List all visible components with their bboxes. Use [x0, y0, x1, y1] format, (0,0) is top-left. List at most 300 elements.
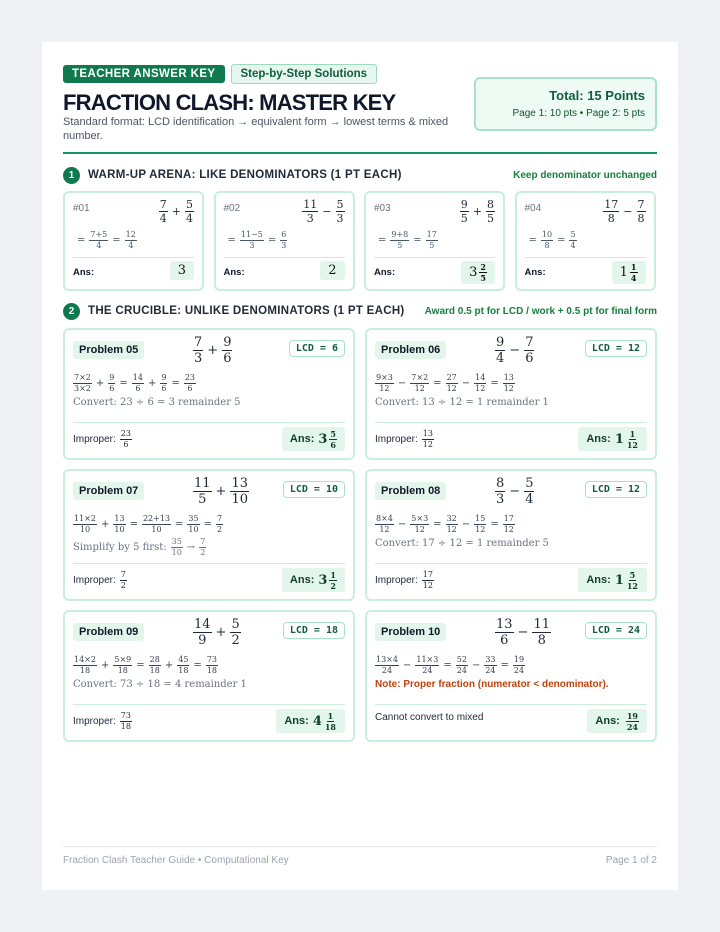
fraction	[240, 231, 264, 250]
fraction	[410, 515, 429, 534]
fraction	[486, 199, 495, 224]
numerator: 14	[475, 373, 486, 382]
denominator: 18	[178, 666, 189, 675]
operator: =	[203, 519, 212, 530]
improper-fraction	[375, 430, 434, 449]
denominator: 9	[198, 633, 207, 648]
fraction	[159, 199, 168, 224]
improper-label: Improper:	[73, 434, 116, 445]
fraction	[626, 712, 639, 731]
fraction	[230, 618, 240, 647]
lcd-badge: LCD = 6	[289, 340, 345, 357]
fraction	[637, 199, 646, 224]
numerator: 7×2	[411, 373, 429, 382]
section-1-header	[63, 167, 657, 185]
operator: +	[100, 519, 110, 530]
section-number: 2	[63, 303, 80, 320]
numerator: 35	[171, 537, 182, 546]
conversion-step	[73, 679, 247, 690]
denominator: 10	[151, 525, 162, 534]
numerator: 11	[194, 476, 211, 491]
denominator: 12	[379, 525, 390, 534]
denominator: 5	[397, 241, 403, 250]
section-note: Award 0.5 pt for LCD / work + 0.5 pt for final form	[424, 306, 657, 317]
operator: +	[215, 625, 227, 640]
operator: =	[119, 378, 128, 389]
denominator: 6	[187, 384, 193, 393]
numerator: 14	[194, 617, 211, 632]
lcd-badge: LCD = 12	[585, 481, 647, 498]
numerator: 23	[184, 373, 196, 382]
fraction	[329, 430, 337, 449]
operator: =	[500, 660, 509, 671]
numerator: 9	[496, 335, 505, 350]
fraction	[132, 374, 144, 393]
numerator: 9+8	[391, 230, 409, 239]
fraction	[230, 477, 249, 506]
operator: −	[397, 519, 407, 530]
numerator: 8	[487, 198, 494, 211]
fraction	[324, 712, 337, 731]
fraction	[89, 231, 108, 250]
improper-fraction	[73, 571, 127, 590]
divider	[374, 257, 495, 258]
lcd-badge: LCD = 24	[585, 622, 647, 639]
operator: −	[461, 519, 471, 530]
answer-label: Ans:	[586, 574, 611, 586]
denominator: 8	[637, 212, 645, 225]
numerator: 22+13	[142, 514, 171, 523]
operator: =	[136, 660, 145, 671]
footer	[63, 855, 657, 866]
fraction	[524, 477, 534, 506]
numerator: 10	[541, 230, 553, 239]
problem-expression	[193, 336, 232, 365]
crucible-card	[63, 610, 355, 742]
problem-label: Problem 05	[73, 341, 144, 359]
denominator: 12	[626, 580, 638, 591]
equals-sign: =	[112, 235, 121, 246]
fraction	[113, 656, 132, 675]
total-points: Total: 15 Points	[549, 88, 645, 103]
problem-id: #04	[524, 203, 542, 214]
divider	[73, 704, 345, 705]
denominator: 4	[128, 241, 134, 250]
divider	[73, 257, 194, 258]
numerator: 11	[303, 198, 318, 211]
numerator: 13	[496, 617, 513, 632]
denominator: 12	[475, 384, 486, 393]
warm-up-card	[63, 191, 204, 291]
teacher-answer-key-badge: TEACHER ANSWER KEY	[63, 65, 225, 83]
numerator: 5×3	[411, 514, 429, 523]
conversion-step	[73, 397, 241, 408]
problem-expression	[159, 199, 194, 224]
numerator: 33	[485, 655, 496, 664]
denominator: 3	[281, 241, 287, 250]
denominator: 3	[249, 241, 255, 250]
fraction	[422, 430, 434, 449]
numerator: 17	[604, 198, 619, 211]
warm-up-card	[214, 191, 355, 291]
answer-whole: 3	[177, 263, 186, 278]
answer-label: Ans:	[73, 267, 95, 278]
numerator: 19	[513, 655, 525, 664]
denominator: 6	[525, 351, 534, 366]
fraction	[524, 336, 534, 365]
operator: −	[397, 378, 407, 389]
fraction	[120, 430, 132, 449]
footer-divider	[63, 846, 657, 847]
section-title: WARM-UP ARENA: LIKE DENOMINATORS (1 PT EACH)	[88, 169, 402, 181]
numerator: 17	[503, 514, 514, 523]
denominator: 6	[223, 351, 232, 366]
work-steps	[525, 231, 577, 250]
denominator: 12	[446, 525, 457, 534]
numerator: 14	[132, 373, 143, 382]
work-steps	[375, 515, 515, 534]
problem-label: Problem 08	[375, 482, 446, 500]
denominator: 24	[513, 666, 525, 675]
operator: +	[472, 205, 482, 218]
numerator: 45	[178, 655, 189, 664]
fraction	[626, 571, 639, 590]
section-note: Keep denominator unchanged	[513, 170, 657, 181]
denominator: 12	[422, 440, 433, 449]
denominator: 18	[324, 721, 336, 732]
answer-label: Ans:	[289, 433, 315, 445]
header-divider	[63, 152, 657, 154]
fraction	[125, 231, 137, 250]
denominator: 10	[79, 525, 91, 534]
numerator: 13	[422, 429, 433, 438]
operator: =	[433, 519, 442, 530]
operator: −	[623, 205, 633, 218]
numerator: 9	[460, 198, 468, 211]
fraction	[541, 231, 553, 250]
denominator: 3×2	[74, 384, 91, 393]
operator: =	[175, 519, 184, 530]
fraction	[503, 515, 515, 534]
numerator: 7×2	[74, 373, 91, 382]
denominator: 12	[503, 384, 514, 393]
divider	[73, 563, 345, 564]
fraction	[569, 231, 576, 250]
improper-fraction	[73, 712, 132, 731]
numerator: 11×3	[416, 655, 439, 664]
fraction	[422, 571, 434, 590]
operator: +	[95, 378, 105, 389]
fraction	[456, 656, 468, 675]
operator: −	[509, 484, 521, 499]
fraction	[108, 374, 115, 393]
denominator: 4	[96, 241, 102, 250]
denominator: 10	[171, 548, 182, 557]
fraction	[479, 263, 487, 282]
problem-expression	[460, 199, 495, 224]
denominator: 10	[114, 525, 125, 534]
badge-row	[63, 64, 377, 84]
answer-box	[578, 427, 647, 451]
work-steps	[224, 231, 288, 250]
numerator: 7	[159, 198, 167, 211]
denominator: 12	[626, 439, 638, 450]
operator: +	[171, 205, 181, 218]
numerator: 5	[186, 198, 193, 211]
improper-fraction	[73, 430, 132, 449]
warm-up-card	[364, 191, 505, 291]
footer-guide-title: Fraction Clash Teacher Guide • Computational Key	[63, 855, 289, 866]
numerator: 1	[330, 569, 336, 580]
numerator: 28	[149, 655, 160, 664]
work-steps	[73, 515, 223, 534]
lcd-badge: LCD = 18	[283, 622, 345, 639]
denominator: 5	[198, 492, 207, 507]
answer-whole: 1	[619, 265, 628, 280]
fraction	[171, 538, 183, 557]
divider	[224, 257, 345, 258]
answer-key-page	[42, 42, 678, 890]
answer-box	[282, 568, 345, 592]
fraction	[474, 515, 486, 534]
fraction	[495, 336, 505, 365]
denominator: 2	[120, 581, 126, 590]
fraction	[222, 336, 232, 365]
page-title: FRACTION CLASH: MASTER KEY	[63, 90, 396, 115]
denominator: 12	[503, 525, 514, 534]
numerator: 13	[503, 373, 514, 382]
divider	[525, 257, 646, 258]
operator: =	[443, 660, 452, 671]
work-steps	[73, 231, 137, 250]
numerator: 7	[216, 514, 223, 523]
numerator: 9×3	[376, 373, 393, 382]
fraction	[73, 515, 97, 534]
improper-label: Improper:	[375, 434, 418, 445]
denominator: 24	[485, 666, 496, 675]
denominator: 6	[161, 384, 167, 393]
denominator: 4	[496, 351, 505, 366]
problem-label: Problem 06	[375, 341, 446, 359]
denominator: 3	[194, 351, 203, 366]
fraction	[199, 538, 206, 557]
fraction	[446, 374, 458, 393]
divider	[375, 704, 647, 705]
crucible-card	[365, 610, 657, 742]
operator: +	[100, 660, 110, 671]
denominator: 6	[123, 440, 129, 449]
denominator: 4	[186, 212, 193, 225]
operator: +	[215, 484, 227, 499]
crucible-card	[63, 469, 355, 601]
footer-page-number: Page 1 of 2	[605, 855, 657, 866]
fraction	[184, 374, 196, 393]
numerator: 9	[161, 373, 167, 382]
fraction	[410, 374, 429, 393]
improper-label: Improper:	[73, 716, 116, 727]
conversion-text: Convert: 23 ÷ 6 = 3 remainder 5	[73, 397, 241, 408]
fraction	[375, 656, 399, 675]
numerator: 13×4	[376, 655, 398, 664]
fraction	[375, 515, 394, 534]
page-subtitle: Standard format: LCD identification → equivalent form → lowest terms & mixed number.	[63, 116, 449, 142]
numerator: 19	[626, 710, 638, 721]
denominator: 18	[79, 666, 91, 675]
problem-expression	[495, 618, 551, 647]
equals-sign: =	[77, 235, 86, 246]
conversion-text: Convert: 73 ÷ 18 = 4 remainder 1	[73, 679, 247, 690]
denominator: 12	[475, 525, 486, 534]
conversion-text: Convert: 13 ÷ 12 = 1 remainder 1	[375, 397, 549, 408]
denominator: 5	[429, 241, 435, 250]
numerator: 17	[422, 570, 433, 579]
answer-label: Ans:	[524, 267, 546, 278]
section-title: THE CRUCIBLE: UNLIKE DENOMINATORS (1 PT EACH)	[88, 305, 405, 317]
improper-note: Cannot convert to mixed	[375, 712, 484, 723]
numerator: 5	[570, 230, 576, 239]
divider	[375, 563, 647, 564]
answer-whole: 1	[614, 431, 624, 447]
answer-whole: 3	[469, 265, 478, 280]
denominator: 12	[422, 581, 433, 590]
numerator: 14×2	[74, 655, 96, 664]
denominator: 8	[544, 241, 550, 250]
operator: +	[164, 660, 174, 671]
operator: −	[461, 378, 471, 389]
operator: +	[207, 343, 219, 358]
problem-expression	[193, 618, 241, 647]
fraction	[160, 374, 167, 393]
answer-whole: 3	[318, 431, 328, 447]
denominator: 2	[231, 633, 240, 648]
numerator: 5	[629, 569, 636, 580]
numerator: 11	[533, 617, 550, 632]
improper-fraction	[375, 712, 483, 723]
operator: =	[490, 378, 499, 389]
denominator: 8	[537, 633, 546, 648]
problem-expression	[603, 199, 645, 224]
problem-id: #02	[223, 203, 241, 214]
answer-box	[282, 427, 345, 451]
operator: =	[193, 660, 202, 671]
answer-label: Ans:	[284, 715, 309, 727]
fraction	[484, 656, 496, 675]
denominator: 6	[500, 633, 509, 648]
answer-whole: 3	[318, 572, 328, 588]
numerator: 1	[630, 262, 637, 272]
crucible-card	[365, 469, 657, 601]
denominator: 18	[206, 666, 217, 675]
denominator: 6	[109, 384, 115, 393]
denominator: 24	[381, 666, 393, 675]
answer-box	[320, 261, 344, 280]
equals-sign: =	[413, 235, 422, 246]
fraction	[495, 618, 514, 647]
warm-up-card	[515, 191, 656, 291]
equals-sign: =	[378, 235, 387, 246]
equals-sign: =	[528, 235, 537, 246]
numerator: 73	[206, 655, 217, 664]
work-steps	[375, 656, 525, 675]
operator: =	[490, 519, 499, 530]
operator: −	[517, 625, 529, 640]
fraction	[280, 231, 287, 250]
fraction	[329, 571, 337, 590]
numerator: 6	[281, 230, 287, 239]
problem-expression	[193, 477, 249, 506]
improper-label: Improper:	[73, 575, 116, 586]
operator: −	[471, 660, 481, 671]
denominator: 12	[446, 384, 457, 393]
equals-sign: =	[227, 235, 236, 246]
denominator: 3	[496, 492, 505, 507]
denominator: 3	[336, 212, 344, 225]
denominator: 3	[306, 212, 314, 225]
operator: −	[402, 660, 412, 671]
denominator: 18	[149, 666, 160, 675]
numerator: 15	[475, 514, 486, 523]
denominator: 4	[525, 492, 534, 507]
lcd-badge: LCD = 10	[283, 481, 345, 498]
fraction	[73, 374, 92, 393]
fraction	[446, 515, 458, 534]
fraction	[149, 656, 161, 675]
answer-whole: 4	[312, 713, 322, 729]
fraction	[532, 618, 551, 647]
numerator: 7+5	[90, 230, 108, 239]
numerator: 12	[125, 230, 136, 239]
page-points-breakdown: Page 1: 10 pts • Page 2: 5 pts	[512, 108, 645, 119]
numerator: 23	[120, 429, 131, 438]
numerator: 7	[525, 335, 534, 350]
problem-id: #01	[73, 203, 90, 214]
conversion-step	[73, 538, 206, 557]
answer-box	[587, 709, 647, 733]
fraction	[375, 374, 394, 393]
numerator: 5	[525, 476, 534, 491]
improper-fraction	[375, 571, 434, 590]
fraction	[513, 656, 525, 675]
numerator: 11×2	[74, 514, 96, 523]
operator: −	[322, 205, 332, 218]
conversion-text: Convert: 17 ÷ 12 = 1 remainder 5	[375, 538, 549, 549]
work-steps	[374, 231, 438, 250]
answer-box	[170, 261, 194, 280]
numerator: 17	[426, 230, 437, 239]
conversion-step	[375, 538, 549, 549]
answer-whole: 1	[614, 572, 624, 588]
numerator: 9	[223, 335, 232, 350]
crucible-card	[63, 328, 355, 460]
numerator: 27	[446, 373, 457, 382]
numerator: 8	[496, 476, 505, 491]
arrow-icon: →	[186, 542, 196, 553]
denominator: 18	[117, 666, 128, 675]
answer-box	[578, 568, 647, 592]
fraction	[216, 515, 223, 534]
denominator: 12	[414, 525, 425, 534]
section-2-header	[63, 303, 657, 321]
fraction	[187, 515, 199, 534]
fraction	[630, 263, 638, 282]
fraction	[120, 712, 132, 731]
work-steps	[73, 374, 196, 393]
denominator: 5	[487, 212, 494, 225]
problem-expression	[302, 199, 344, 224]
numerator: 7	[637, 198, 645, 211]
denominator: 5	[460, 212, 468, 225]
conversion-step	[375, 397, 549, 408]
